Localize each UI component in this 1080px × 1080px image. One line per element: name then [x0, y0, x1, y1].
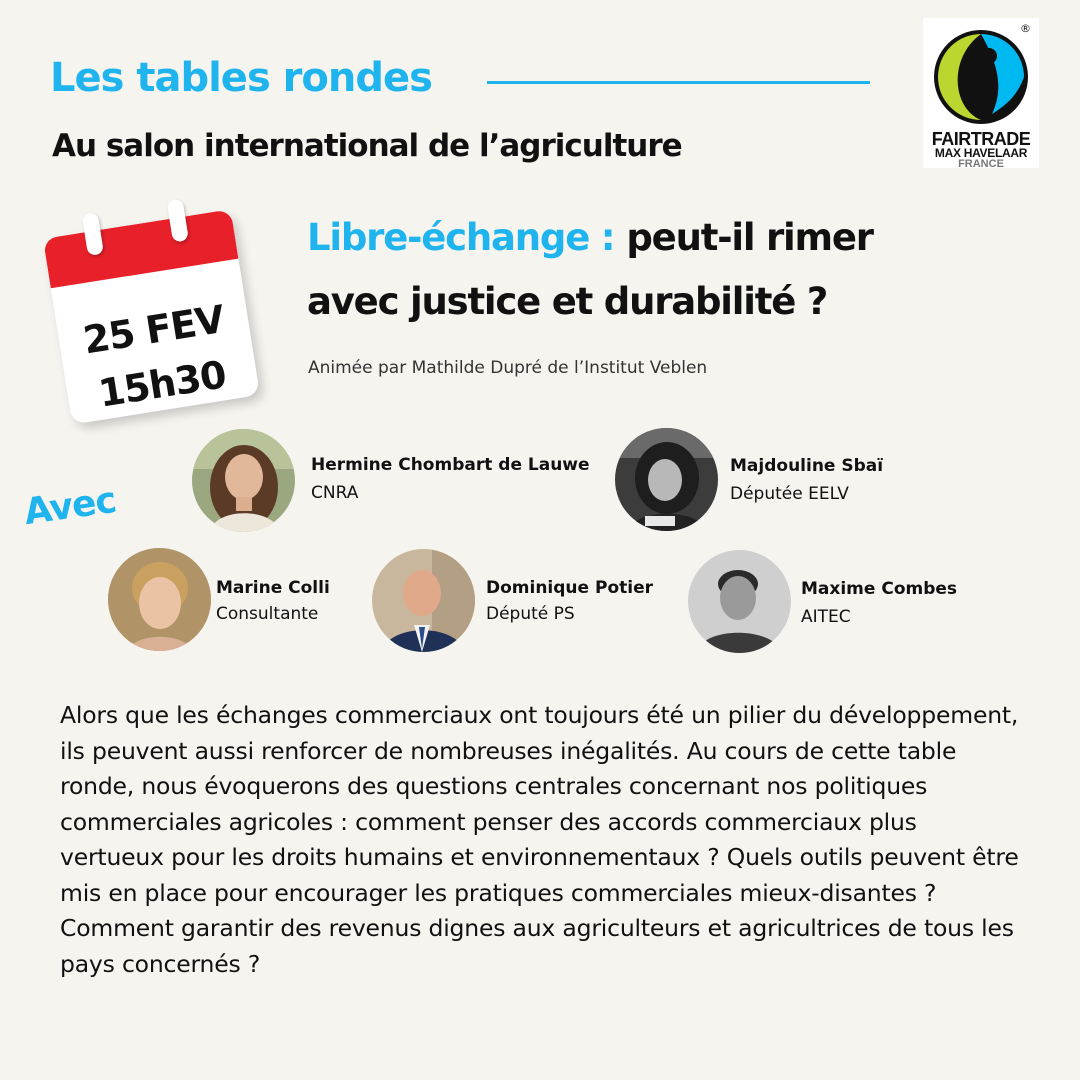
description-paragraph: Alors que les échanges commerciaux ont toujours été un pilier du développement, ils peuvent aussi renforcer de nombreuses inégalités. Au cours de cette table ronde, nous évoquerons des questions centrales concernant nos politiques commerciales agricoles : comment penser des accords commerciaux plus vertueux pour les droits humains et environnementaux ? Quels outils peuvent être mis en place pour encourager les pratiques commerciales mieux-disantes ? Comment garantir des revenus dignes aux agriculteurs et agricultrices de tous les pays concernés ?	[60, 701, 1019, 978]
speaker-role: Consultante	[216, 604, 319, 624]
series-title: Les tables rondes	[50, 55, 432, 101]
speaker-photo	[615, 428, 718, 531]
series-subtitle: Au salon international de l’agriculture	[52, 128, 682, 164]
logo-text-france: FRANCE	[958, 158, 1004, 170]
speaker-photo	[108, 548, 211, 651]
speaker-role: CNRA	[311, 483, 359, 503]
speaker-role: Député PS	[486, 604, 575, 624]
debate-question-line1: peut-il rimer	[626, 216, 873, 259]
event-time: 15h30	[95, 352, 229, 416]
speaker-name: Hermine Chombart de Lauwe	[311, 455, 590, 475]
debate-question-line2: avec justice et durabilité ?	[307, 280, 828, 323]
fairtrade-logo	[923, 18, 1039, 168]
calendar-page	[43, 209, 260, 424]
logo-text-max-havelaar: MAX HAVELAAR	[934, 146, 1028, 160]
debate-title	[307, 206, 1007, 334]
logo-text-fairtrade: FAIRTRADE	[931, 129, 1031, 149]
debate-topic: Libre-échange :	[307, 216, 615, 259]
calendar-header-band	[43, 209, 238, 288]
speaker-name: Marine Colli	[216, 578, 330, 598]
speaker-photo	[688, 550, 791, 653]
speaker-role: Députée EELV	[730, 484, 849, 504]
speaker-photo	[192, 429, 295, 532]
avec-label: Avec	[21, 479, 119, 534]
speaker-name: Maxime Combes	[801, 579, 958, 599]
speaker-photo	[372, 549, 475, 652]
speaker-name: Dominique Potier	[486, 578, 653, 598]
speaker-name: Majdouline Sbaï	[730, 456, 884, 476]
fairtrade-mark-icon	[932, 28, 1030, 126]
calendar-icon	[40, 191, 260, 423]
speaker-role: AITEC	[801, 607, 851, 627]
moderator-credit: Animée par Mathilde Dupré de l’Institut Veblen	[308, 358, 708, 378]
registered-mark: ®	[1020, 22, 1031, 35]
event-date: 25 FEV	[80, 296, 227, 363]
header-divider	[487, 81, 870, 84]
